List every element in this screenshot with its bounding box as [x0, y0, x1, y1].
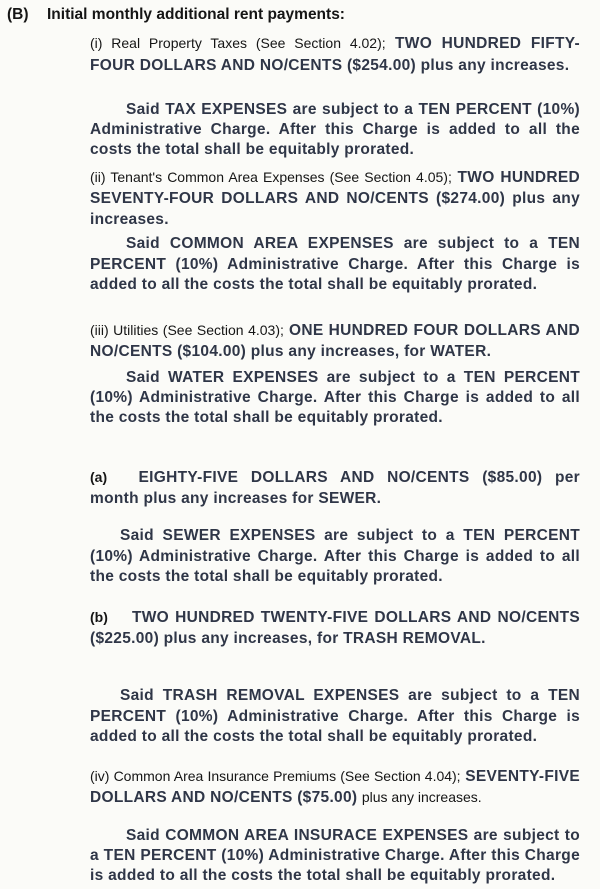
item-iv-note	[90, 826, 580, 886]
item-i-taxes	[90, 32, 580, 77]
item-iv-amount: SEVENTY-FIVE DOLLARS AND NO/CENTS ($75.00)	[90, 768, 580, 806]
item-a-sewer	[90, 467, 580, 509]
section-title: Initial monthly additional rent payments:	[47, 6, 345, 23]
item-ii-amount: TWO HUNDRED SEVENTY-FOUR DOLLARS AND NO/CENTS ($274.00) plus any increases.	[90, 169, 581, 228]
item-b-label: (b)	[90, 609, 108, 625]
item-ii-note-text: Said COMMON AREA EXPENSES are subject to a TEN PERCENT (10%) Administrative Charge. After this Charge is added to all the costs the total shall be equitably prorated.	[90, 235, 580, 293]
item-a-amount: EIGHTY-FIVE DOLLARS AND NO/CENTS ($85.00) per month plus any increases for SEWER.	[90, 469, 580, 507]
item-iv-tail: plus any increases.	[361, 789, 482, 805]
item-ii-note	[90, 234, 580, 296]
item-ii-lead: (ii) Tenant's Common Area Expenses (See Section 4.05);	[90, 169, 452, 185]
item-b-amount: TWO HUNDRED TWENTY-FIVE DOLLARS AND NO/CENTS ($225.00) plus any increases, for TRASH REMOVAL.	[90, 609, 580, 647]
item-iii-lead: (iii) Utilities (See Section 4.03);	[90, 322, 284, 338]
item-ii-common-area	[90, 167, 580, 230]
item-iii-amount: ONE HUNDRED FOUR DOLLARS AND NO/CENTS ($104.00) plus any increases, for WATER.	[90, 322, 580, 360]
item-b-note-text: Said TRASH REMOVAL EXPENSES are subject to a TEN PERCENT (10%) Administrative Charge. After this Charge is added to all the costs the total shall be equitably prorated.	[90, 687, 580, 745]
item-a-note-text: Said SEWER EXPENSES are subject to a TEN PERCENT (10%) Administrative Charge. After this Charge is added to all the costs the total shall be equitably prorated.	[90, 527, 580, 585]
item-iii-note	[90, 368, 580, 428]
item-a-label: (a)	[90, 469, 108, 485]
item-a-note	[90, 526, 580, 588]
item-iii-utilities	[90, 320, 580, 362]
section-b-heading	[7, 6, 345, 24]
item-i-amount: TWO HUNDRED FIFTY-FOUR DOLLARS AND NO/CENTS ($254.00) plus any increases.	[90, 35, 580, 74]
section-label: (B)	[7, 6, 29, 23]
item-iv-lead: (iv) Common Area Insurance Premiums (See Section 4.04);	[90, 768, 461, 784]
item-iv-insurance	[90, 766, 580, 808]
item-b-note	[90, 686, 580, 748]
item-b-trash	[90, 607, 580, 649]
item-i-lead: (i) Real Property Taxes (See Section 4.02);	[90, 35, 386, 51]
item-i-note-text: Said TAX EXPENSES are subject to a TEN PERCENT (10%) Administrative Charge. After this Charge is added to all the costs the total shall be equitably prorated.	[90, 101, 580, 158]
item-iii-note-text: Said WATER EXPENSES are subject to a TEN PERCENT (10%) Administrative Charge. After this Charge is added to all the costs the total shall be equitably prorated.	[90, 369, 580, 426]
item-i-note	[90, 100, 580, 160]
item-iv-note-text: Said COMMON AREA INSURACE EXPENSES are subject to a TEN PERCENT (10%) Administrative Charge. After this Charge is added to all the costs the total shall be equitably prorated.	[90, 827, 580, 884]
